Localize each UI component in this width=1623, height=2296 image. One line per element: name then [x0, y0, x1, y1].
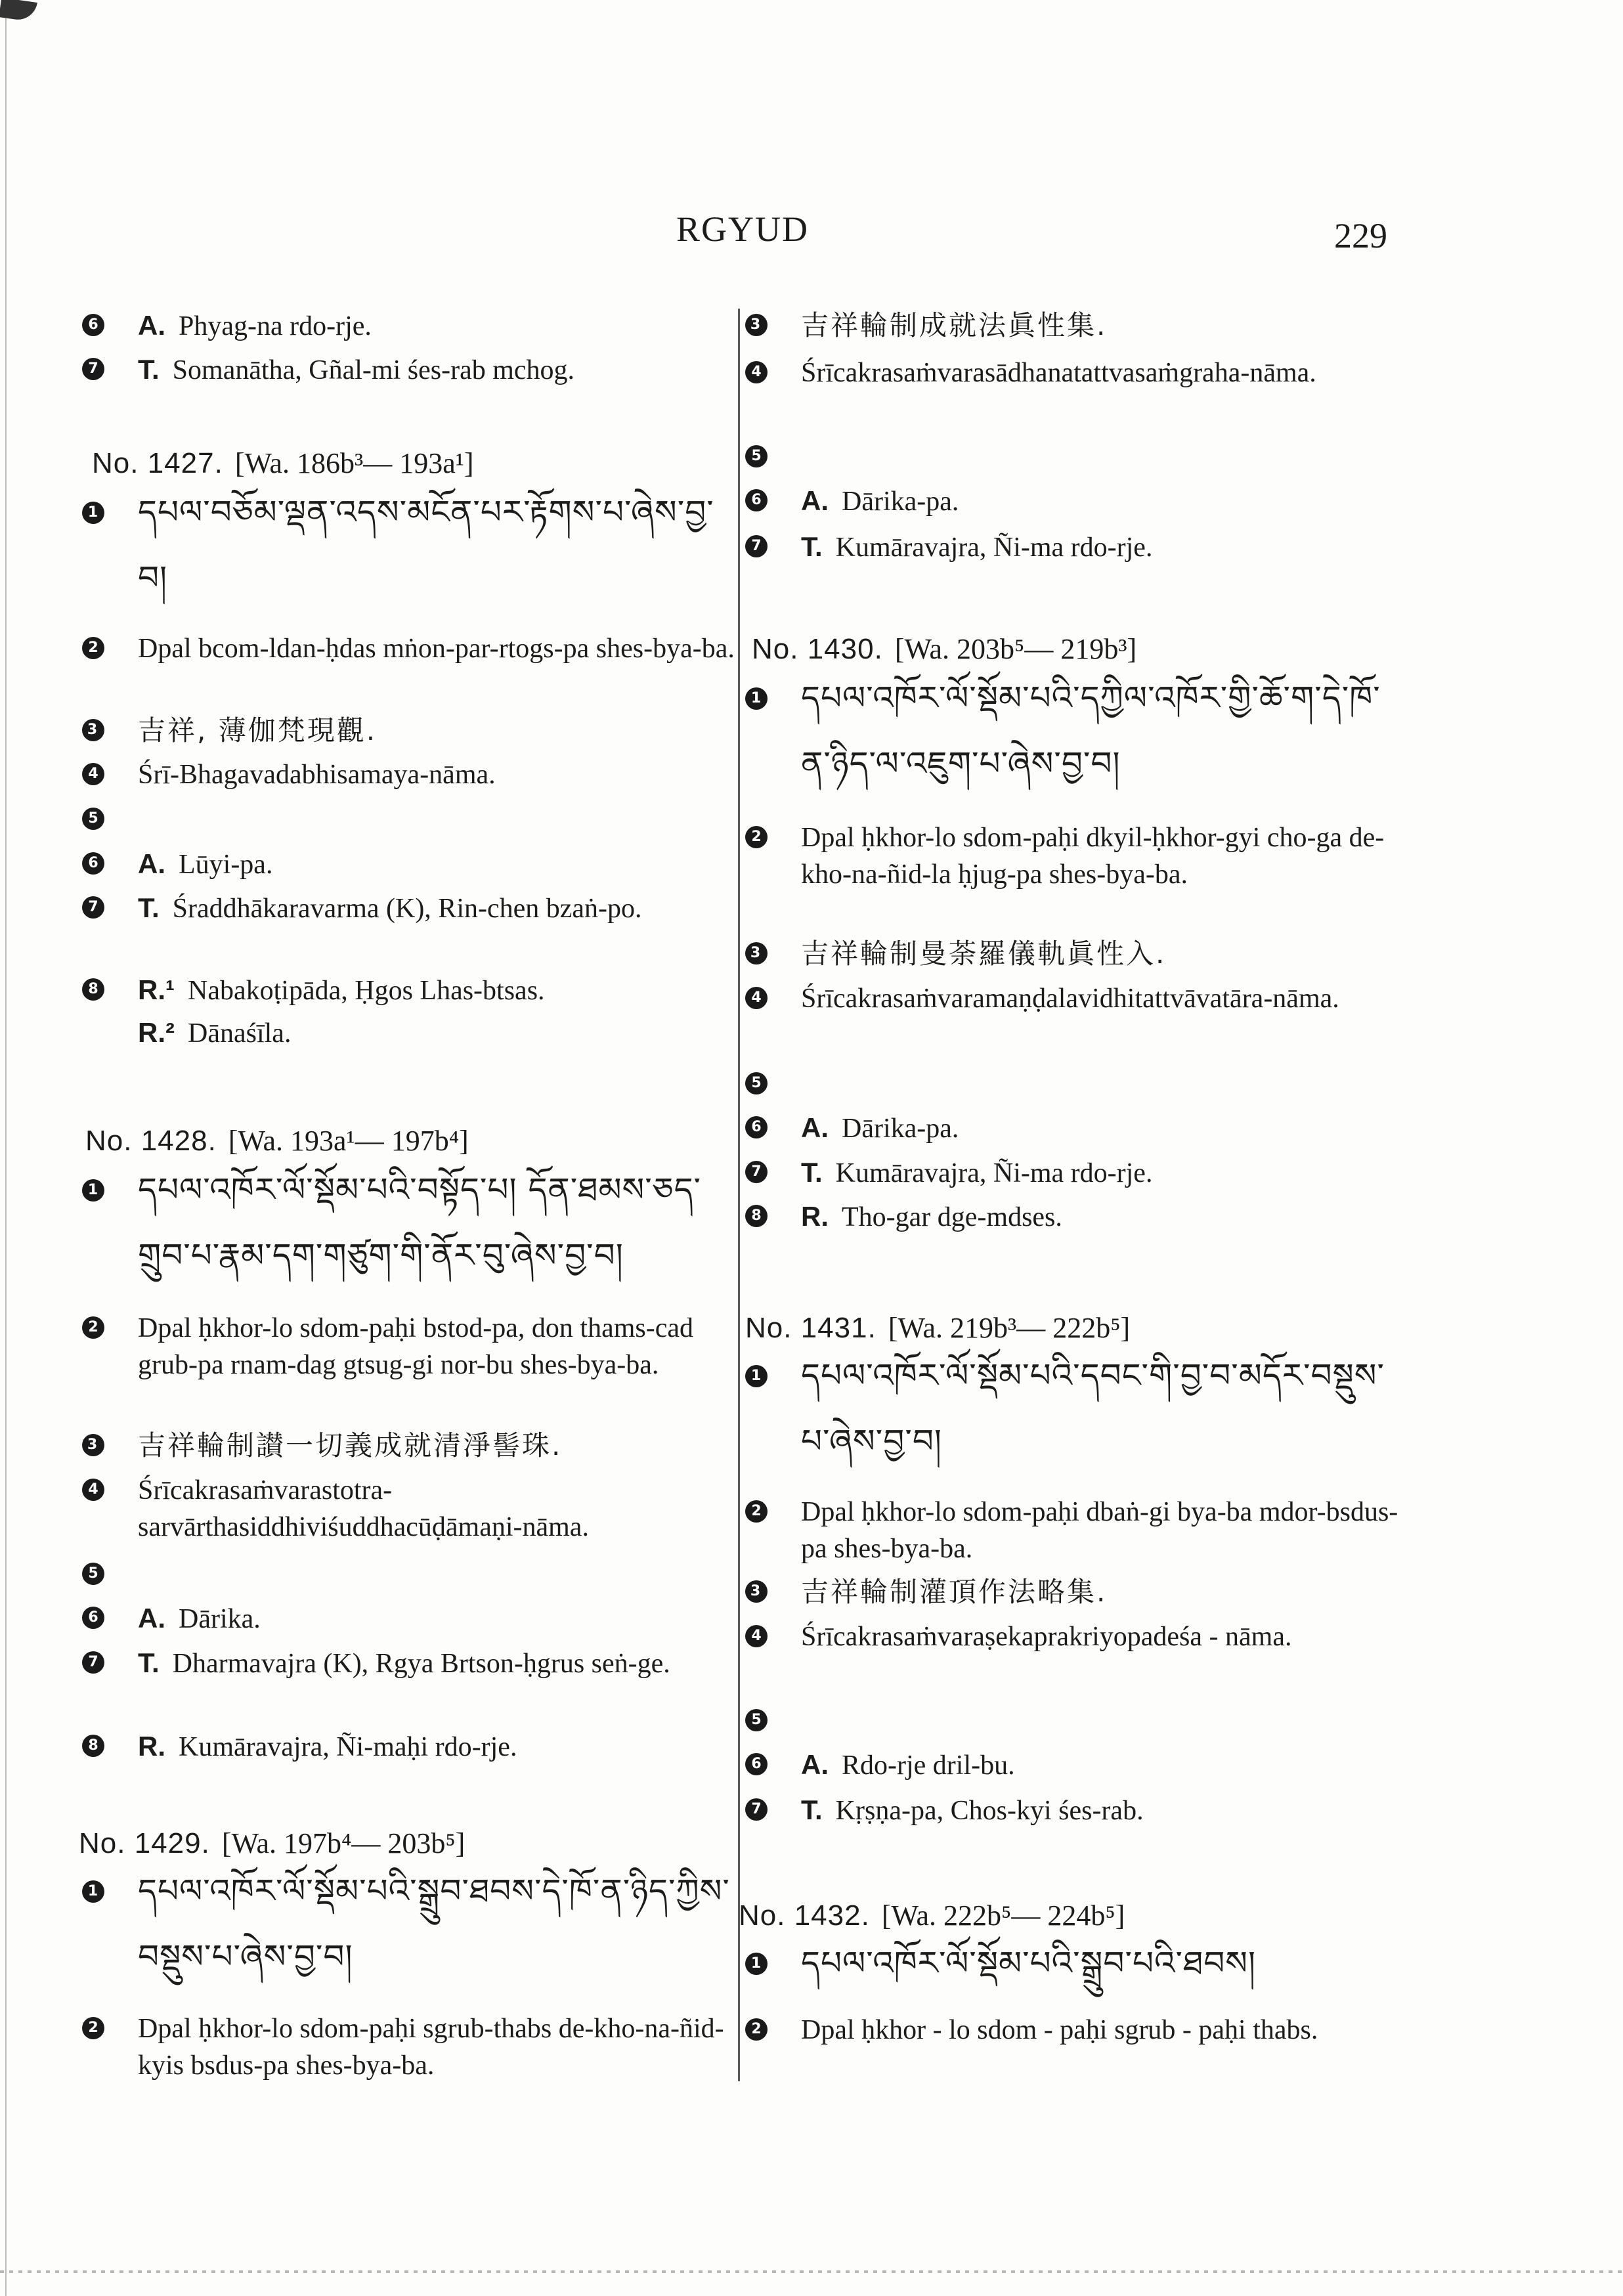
item-number-1-icon: 1 [745, 1365, 768, 1387]
item-number-5-icon: 5 [82, 1563, 104, 1585]
item-number-7-icon: 7 [745, 1798, 768, 1821]
entry-heading [752, 632, 1136, 666]
item-number-4-icon: 4 [82, 1479, 104, 1501]
item-number-3-icon: 3 [745, 1580, 768, 1603]
item-number-1-icon: 1 [82, 1179, 104, 1202]
entry-number: No. 1428. [85, 1125, 217, 1157]
entry-heading [739, 1899, 1125, 1932]
item-number-7-icon: 7 [82, 1651, 104, 1674]
item-number-6-icon: 6 [745, 489, 768, 511]
item-number-5-icon: 5 [745, 1709, 768, 1731]
item-number-5-icon: 5 [745, 445, 768, 467]
item-number-5-icon: 5 [745, 1072, 768, 1094]
entry-number: No. 1431. [745, 1312, 876, 1344]
item-number-4-icon: 4 [745, 361, 768, 383]
item-number-3-icon: 3 [745, 942, 768, 964]
item-number-1-icon: 1 [745, 687, 768, 710]
entry-reference: [Wa. 186b³— 193a¹] [234, 447, 474, 479]
item-number-7-icon: 7 [745, 1161, 768, 1183]
item-number-2-icon: 2 [82, 1316, 104, 1339]
page-header [0, 209, 1623, 268]
item-number-2-icon: 2 [82, 2017, 104, 2039]
item-number-8-icon: 8 [745, 1205, 768, 1227]
item-number-2-icon: 2 [82, 637, 104, 659]
translator-text: Somanātha, Gñal-mi śes-rab mchog. [172, 355, 575, 385]
entry-number: No. 1427. [92, 447, 223, 479]
scan-edge-noise [0, 2270, 1623, 2273]
entry-number: No. 1430. [752, 633, 883, 665]
item-number-5-icon: 5 [82, 808, 104, 830]
entry-reference: [Wa. 193a¹— 197b⁴] [228, 1125, 469, 1157]
left-margin-line [5, 0, 7, 2296]
item-number-3-icon: 3 [82, 1434, 104, 1456]
item-number-1-icon: 1 [82, 502, 104, 524]
item-number-3-icon: 3 [745, 314, 768, 336]
item-number-4-icon: 4 [745, 987, 768, 1009]
author-text: Phyag-na rdo-rje. [179, 311, 372, 341]
item-number-6-icon: 6 [82, 314, 104, 336]
item-number-4-icon: 4 [745, 1625, 768, 1647]
reviser-2: R.² Dānaśīla. [138, 1017, 292, 1049]
entry-heading [92, 446, 474, 480]
item-number-6-icon: 6 [82, 1607, 104, 1629]
running-title: RGYUD [676, 209, 810, 249]
item-number-7-icon: 7 [82, 358, 104, 380]
item-number-6-icon: 6 [82, 852, 104, 875]
entry-reference: [Wa. 203b⁵— 219b³] [894, 633, 1137, 665]
item-number-8-icon: 8 [82, 978, 104, 1001]
entry-reference: [Wa. 219b³— 222b⁵] [888, 1312, 1131, 1344]
entry-heading [85, 1124, 469, 1158]
entry-number: No. 1429. [79, 1827, 210, 1859]
entry-heading [79, 1827, 465, 1860]
item-number-1-icon: 1 [82, 1880, 104, 1903]
entry-heading [745, 1311, 1130, 1345]
entry-reference: [Wa. 222b⁵— 224b⁵] [881, 1899, 1125, 1932]
author-label: A. [138, 310, 165, 341]
item-number-2-icon: 2 [745, 826, 768, 848]
item-number-2-icon: 2 [745, 1500, 768, 1523]
item-number-4-icon: 4 [82, 763, 104, 785]
entry-reference: [Wa. 197b⁴— 203b⁵] [221, 1827, 465, 1859]
item-number-8-icon: 8 [82, 1735, 104, 1757]
item-number-7-icon: 7 [82, 896, 104, 919]
item-number-6-icon: 6 [745, 1753, 768, 1775]
item-number-1-icon: 1 [745, 1953, 768, 1975]
translator-label: T. [138, 354, 160, 385]
item-number-6-icon: 6 [745, 1116, 768, 1138]
item-number-2-icon: 2 [745, 2018, 768, 2041]
page-number: 229 [1334, 216, 1387, 255]
item-number-3-icon: 3 [82, 719, 104, 741]
entry-number: No. 1432. [739, 1899, 870, 1932]
item-number-7-icon: 7 [745, 535, 768, 557]
